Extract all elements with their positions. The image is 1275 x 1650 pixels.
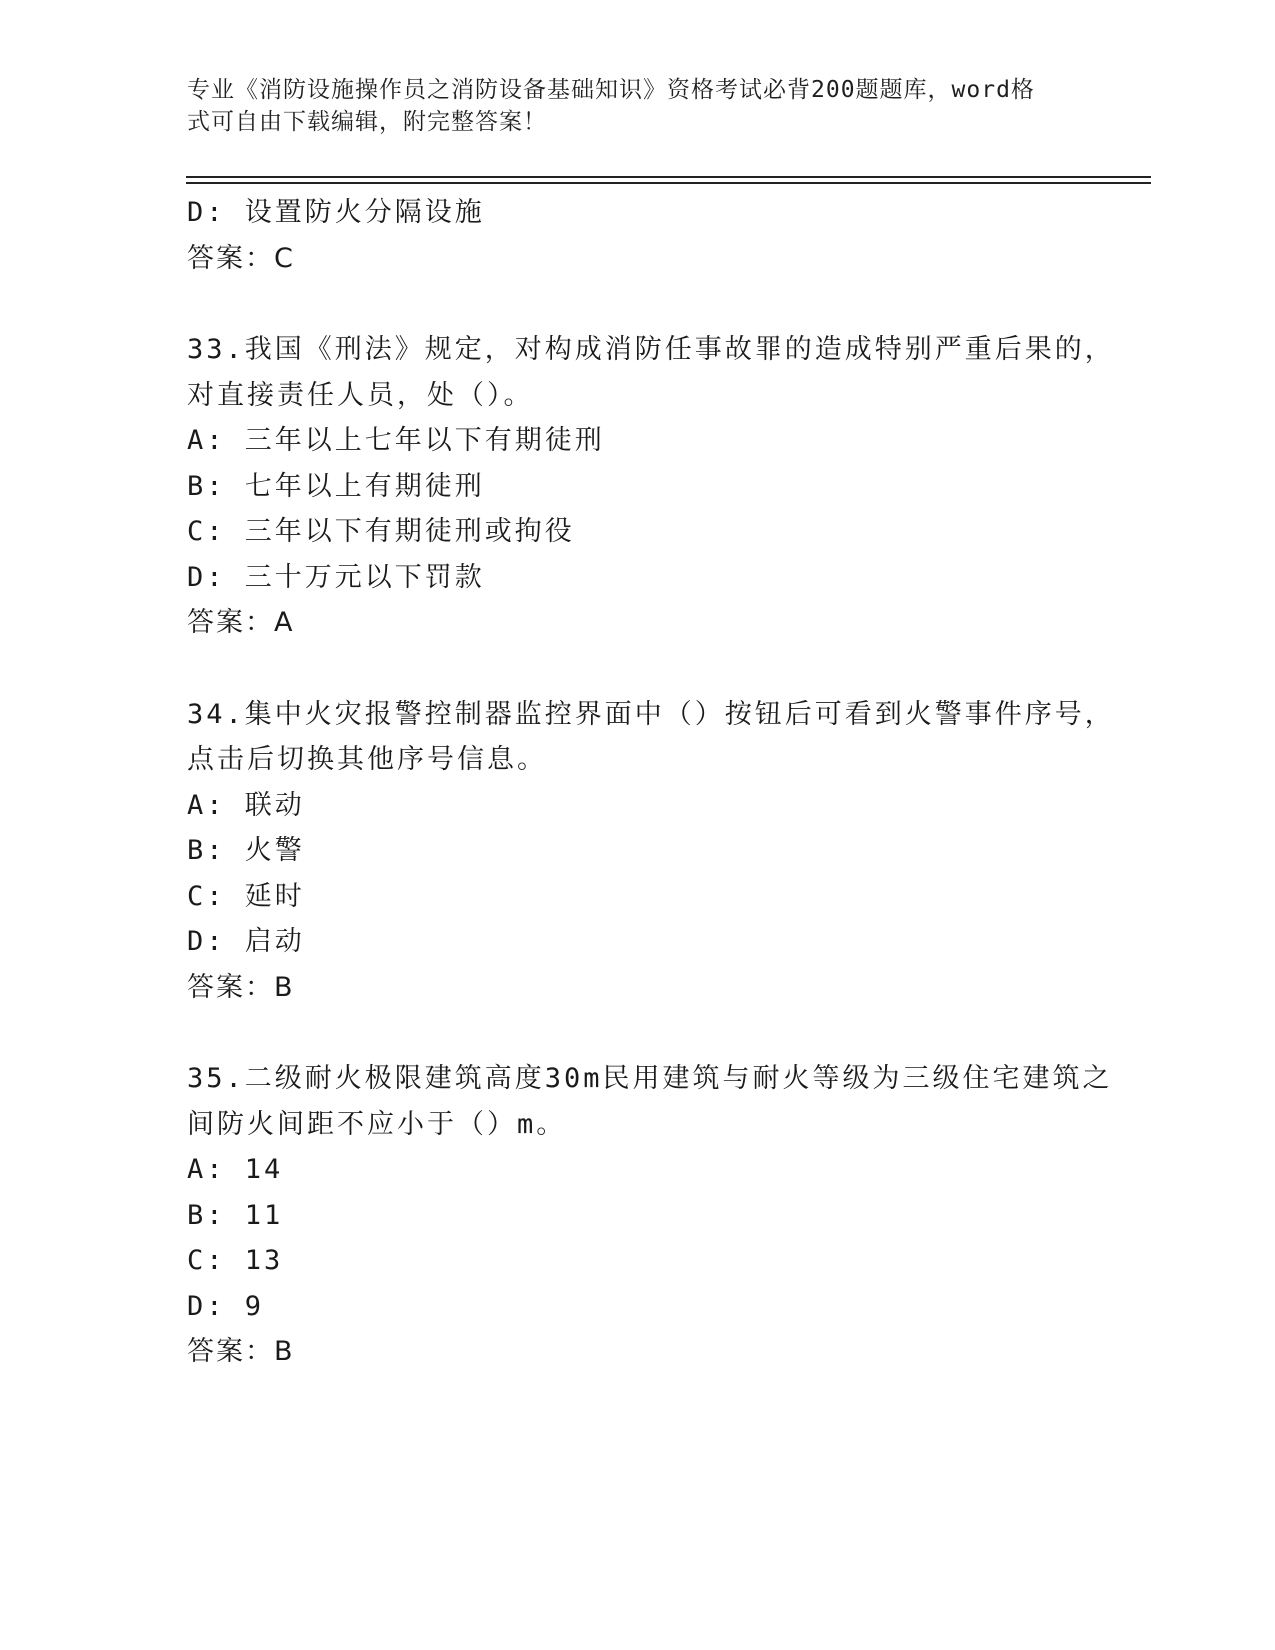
question-text-line-2: 对直接责任人员，处（）。 — [187, 379, 534, 411]
question-35 — [187, 1056, 1113, 1375]
option-c: C: 延时 — [187, 880, 305, 912]
option-b: B: 火警 — [187, 835, 305, 866]
question-text-line-2: 间防火间距不应小于（）m。 — [187, 1108, 567, 1140]
question-text-line-1: 33.我国《刑法》规定，对构成消防任事故罪的造成特别严重后果的， — [187, 334, 1115, 365]
option-b: B: 七年以上有期徒刑 — [187, 470, 485, 502]
header-line-1: 专业《消防设施操作员之消防设备基础知识》资格考试必背200题题库，word格 — [187, 77, 1035, 103]
spacer — [187, 1010, 1087, 1056]
question-text-line-1: 34.集中火灾报警控制器监控界面中（）按钮后可看到火警事件序号， — [187, 698, 1115, 730]
header-line-2: 式可自由下载编辑，附完整答案！ — [187, 109, 547, 135]
prev-option-d: D: 设置防火分隔设施 — [187, 197, 485, 228]
header-rule-top — [186, 176, 1151, 178]
option-b: B: 11 — [187, 1199, 284, 1231]
document-header — [187, 74, 1067, 138]
answer: 答案：B — [187, 971, 295, 1003]
option-a: A: 联动 — [187, 789, 305, 821]
option-d: D: 三十万元以下罚款 — [187, 561, 485, 593]
spacer — [187, 646, 1087, 692]
question-text-line-2: 点击后切换其他序号信息。 — [187, 744, 547, 775]
option-d: D: 9 — [187, 1290, 265, 1322]
question-34 — [187, 692, 1115, 1011]
header-rule-bottom — [186, 182, 1151, 184]
prev-answer: 答案：C — [187, 242, 295, 274]
spacer — [187, 281, 1087, 327]
option-a: A: 三年以上七年以下有期徒刑 — [187, 425, 605, 456]
question-text-line-1: 35.二级耐火极限建筑高度30m民用建筑与耐火等级为三级住宅建筑之 — [187, 1063, 1113, 1094]
question-content — [187, 190, 1115, 1375]
question-33 — [187, 327, 1115, 646]
option-d: D: 启动 — [187, 926, 305, 957]
answer: 答案：B — [187, 1336, 295, 1367]
answer: 答案：A — [187, 607, 295, 638]
option-c: C: 三年以下有期徒刑或拘役 — [187, 516, 575, 547]
option-c: C: 13 — [187, 1245, 284, 1276]
option-a: A: 14 — [187, 1154, 284, 1185]
